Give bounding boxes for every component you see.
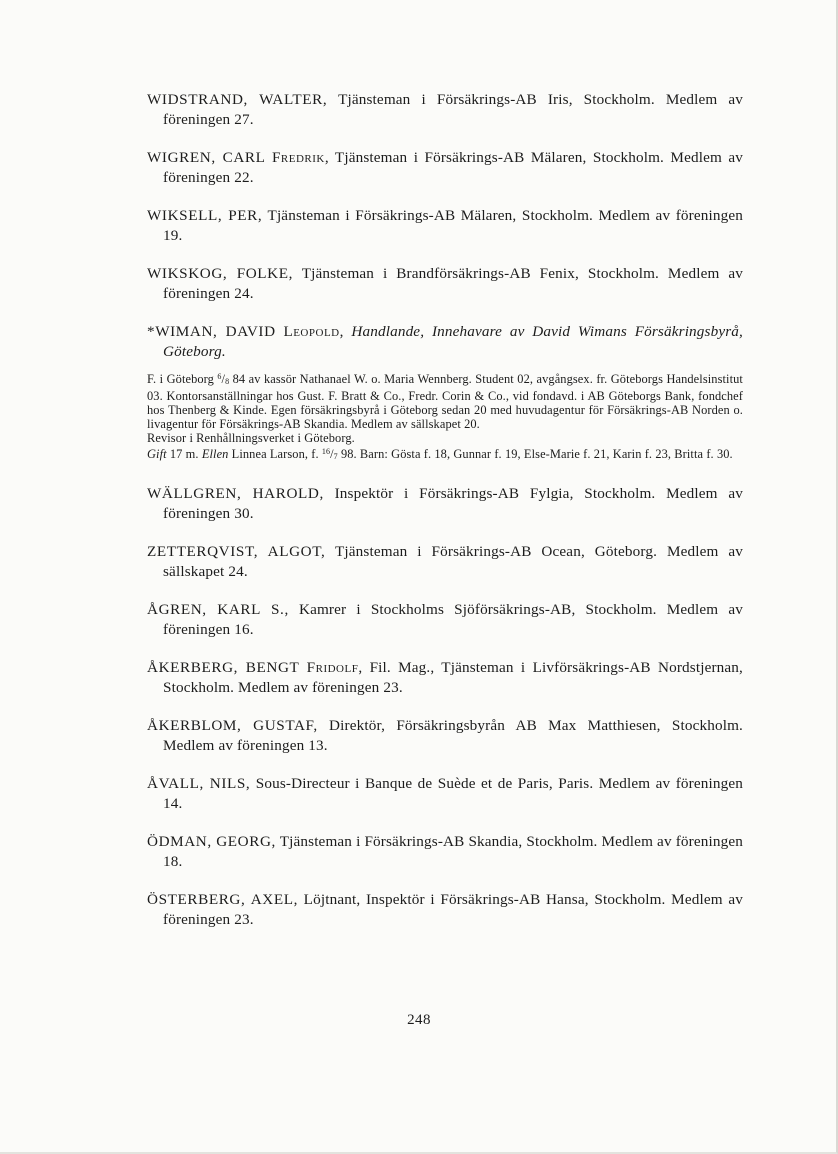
- entry-agren: ÅGREN, KARL S., Kamrer i Stockholms Sjöförsäkrings-AB, Stockholm. Medlem av föreningen 16.: [147, 601, 743, 638]
- entry-osterberg: ÖSTERBERG, AXEL, Löjtnant, Inspektör i Försäkrings-AB Hansa, Stockholm. Medlem av föreningen 23.: [147, 891, 743, 928]
- wiman-bio-revisor: Revisor i Renhållningsverket i Göteborg.: [147, 431, 355, 445]
- entry-akerberg: ÅKERBERG, BENGT Fridolf, Fil. Mag., Tjänsteman i Livförsäkrings-AB Nordstjernan, Stockholm. Medlem av föreningen 23.: [147, 659, 744, 696]
- entry-wallgren: WÄLLGREN, HAROLD, Inspektör i Försäkrings-AB Fylgia, Stockholm. Medlem av föreningen 30.: [147, 485, 743, 522]
- entry-zetterqvist: ZETTERQVIST, ALGOT, Tjänsteman i Försäkrings-AB Ocean, Göteborg. Medlem av sällskapet 24.: [147, 543, 743, 580]
- wiman-bio-family: Gift 17 m. Ellen Linnea Larson, f. $^{16}/_7$ 98. Barn: Gösta f. 18, Gunnar f. 19, Else-Marie f. 21, Karin f. 23, Britta f. 30.: [147, 447, 733, 461]
- wiman-biography: [147, 370, 743, 464]
- entry-akerblom: ÅKERBLOM, GUSTAF, Direktör, Försäkringsbyrån AB Max Matthiesen, Stockholm. Medlem av föreningen 13.: [147, 717, 743, 754]
- entry-odman: ÖDMAN, GEORG, Tjänsteman i Försäkrings-AB Skandia, Stockholm. Medlem av föreningen 18.: [147, 833, 743, 870]
- entry-list: [147, 90, 743, 948]
- entry-wiksell: WIKSELL, PER, Tjänsteman i Försäkrings-AB Mälaren, Stockholm. Medlem av föreningen 19.: [147, 207, 743, 244]
- page-number: 248: [407, 1012, 431, 1028]
- entry-widstrand: WIDSTRAND, WALTER, Tjänsteman i Försäkrings-AB Iris, Stockholm. Medlem av föreningen 27.: [147, 91, 743, 128]
- entry-wigren: WIGREN, CARL Fredrik, Tjänsteman i Försäkrings-AB Mälaren, Stockholm. Medlem av föreningen 22.: [147, 149, 743, 186]
- wiman-bio-career: F. i Göteborg $^6/_8$ 84 av kassör Nathanael W. o. Maria Wennberg. Student 02, avgångsex. fr. Göteborgs Handelsinstitut 03. Kontorsanställningar hos Gust. F. Bratt & Co., Fredr. Corin & Co., vid fondavd. i AB Göteborgs Bank, fondchef hos Thenberg & Kinde. Egen försäkringsbyrå i Göteborg sedan 20 med huvudagentur för Försäkrings-AB Norden o. livagentur för Försäkrings-AB Skandia. Medlem av sällskapet 20.: [147, 372, 743, 431]
- entry-wikskog: WIKSKOG, FOLKE, Tjänsteman i Brandförsäkrings-AB Fenix, Stockholm. Medlem av föreningen 24.: [147, 265, 743, 302]
- entry-avall: ÅVALL, NILS, Sous-Directeur i Banque de Suède et de Paris, Paris. Medlem av föreningen 14.: [147, 775, 743, 812]
- entry-wiman: *WIMAN, DAVID Leopold, Handlande, Innehavare av David Wimans Försäkringsbyrå, Göteborg.: [147, 323, 743, 360]
